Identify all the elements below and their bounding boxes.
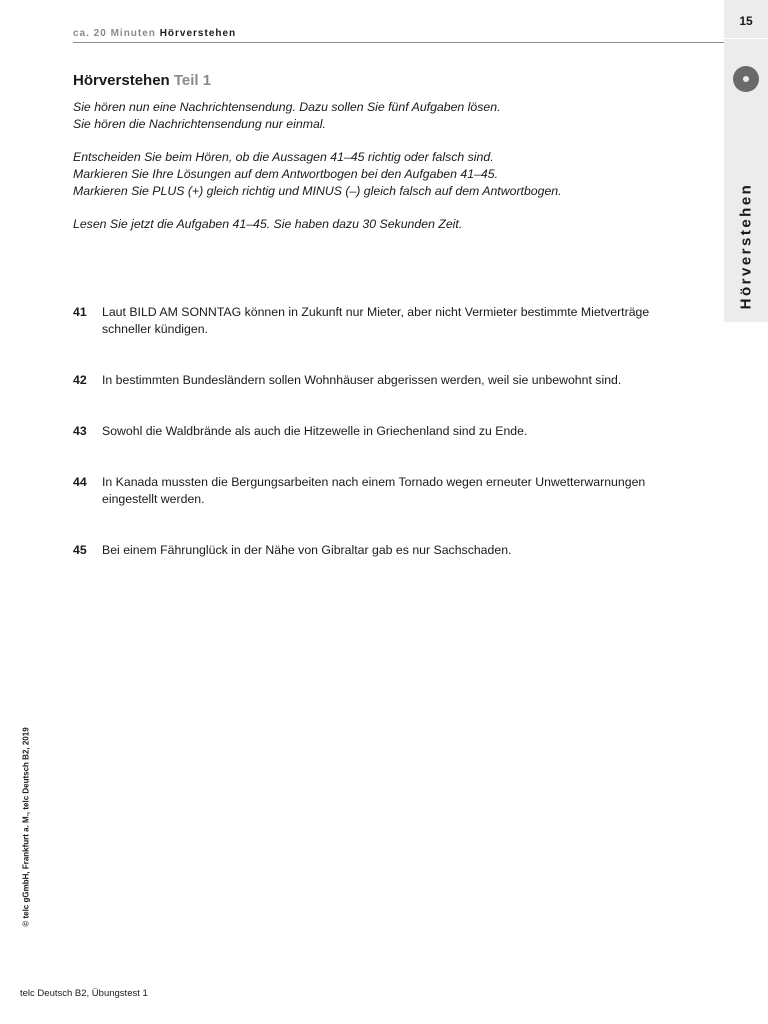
instructions [73, 99, 693, 249]
instruction-paragraph [73, 149, 693, 200]
task-item [73, 542, 693, 559]
task-number: 41 [73, 305, 87, 319]
task-item [73, 304, 693, 338]
instruction-line: Sie hören nun eine Nachrichtensendung. Dazu sollen Sie fünf Aufgaben lösen. [73, 100, 501, 114]
task-text: Laut BILD AM SONNTAG können in Zukunft nur Mieter, aber nicht Vermieter bestimmte Mietverträge schneller kündigen. [102, 305, 650, 336]
title-part: Teil 1 [173, 72, 212, 89]
instruction-paragraph [73, 216, 693, 233]
task-number: 42 [73, 373, 87, 387]
task-number: 43 [73, 424, 87, 438]
page-header [73, 28, 724, 43]
task-text: In Kanada mussten die Bergungsarbeiten nach einem Tornado wegen erneuter Unwetterwarnungen eingestellt werden. [102, 475, 646, 506]
task-item [73, 423, 693, 440]
instruction-line: Markieren Sie PLUS (+) gleich richtig und MINUS (–) gleich falsch auf dem Antwortbogen. [73, 184, 562, 198]
header-section: Hörverstehen [159, 28, 237, 39]
instruction-paragraph [73, 99, 693, 133]
task-text: Bei einem Fährunglück in der Nähe von Gibraltar gab es nur Sachschaden. [102, 543, 512, 557]
task-item [73, 372, 693, 389]
page-title [73, 72, 211, 89]
instruction-line: Lesen Sie jetzt die Aufgaben 41–45. Sie haben dazu 30 Sekunden Zeit. [73, 217, 463, 231]
tab-divider [724, 38, 768, 39]
side-tab-label: Hörverstehen [737, 182, 755, 310]
instruction-line: Entscheiden Sie beim Hören, ob die Aussagen 41–45 richtig oder falsch sind. [73, 150, 494, 164]
task-number: 45 [73, 543, 87, 557]
instruction-line: Markieren Sie Ihre Lösungen auf dem Antwortbogen bei den Aufgaben 41–45. [73, 167, 498, 181]
page-number: 15 [739, 14, 753, 28]
instruction-line: Sie hören die Nachrichtensendung nur einmal. [73, 117, 326, 131]
copyright-notice: © telc gGmbH, Frankfurt a. M., telc Deutsch B2, 2019 [21, 727, 31, 927]
task-item [73, 474, 693, 508]
task-text: Sowohl die Waldbrände als auch die Hitzewelle in Griechenland sind zu Ende. [102, 424, 528, 438]
task-text: In bestimmten Bundesländern sollen Wohnhäuser abgerissen werden, weil sie unbewohnt sind. [102, 373, 622, 387]
task-number: 44 [73, 475, 87, 489]
side-tab [724, 0, 768, 322]
cd-icon [733, 66, 759, 92]
title-main: Hörverstehen [73, 72, 170, 89]
page-footer: telc Deutsch B2, Übungstest 1 [20, 988, 148, 999]
header-time: ca. 20 Minuten [73, 28, 156, 39]
